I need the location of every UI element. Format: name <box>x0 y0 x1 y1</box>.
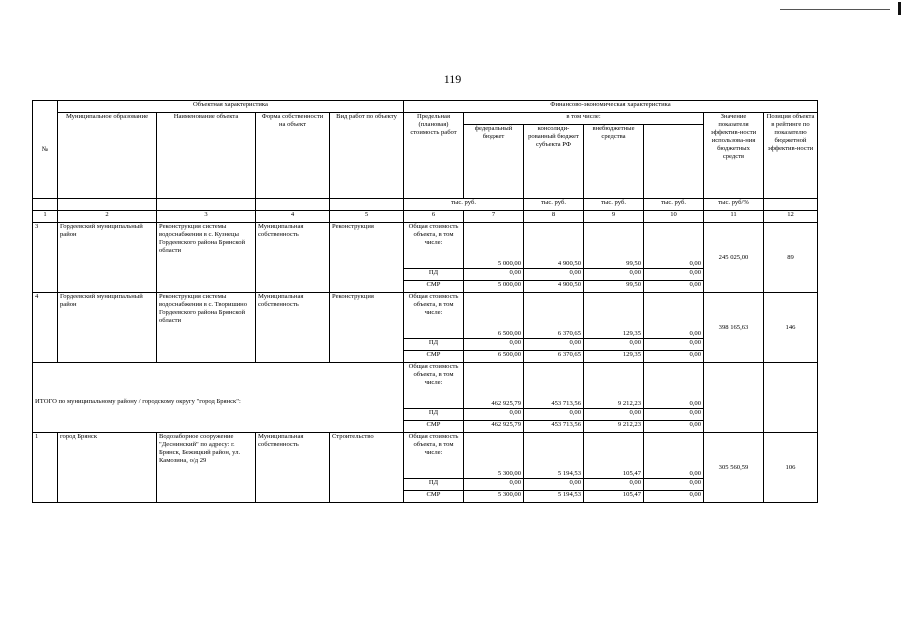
total-cost: 5 000,00 <box>464 223 524 269</box>
smr-offbudget: 0,00 <box>644 351 704 363</box>
itogo-total-offbudget: 0,00 <box>644 363 704 409</box>
itogo-total-cost: 462 925,79 <box>464 363 524 409</box>
label-total-a: Общая стоимость объекта, в том <box>408 293 459 308</box>
label-total <box>404 433 464 479</box>
label-total <box>404 223 464 269</box>
row-num: 3 <box>33 223 58 293</box>
table-row <box>33 433 818 479</box>
header-row-1 <box>33 101 818 113</box>
header-municipality: Муниципальное образование <box>58 113 157 199</box>
pd-offbudget: 0,00 <box>644 269 704 281</box>
label-total <box>404 293 464 339</box>
row-object: Водозаборное сооружение "Деснинский" по адресу: г. Брянск, Бежицкий район, ул. Камозина, о/д 29 <box>157 433 256 503</box>
pd-cost: 0,00 <box>464 269 524 281</box>
table-row <box>33 223 818 269</box>
label-total-a: Общая стоимость объекта, в том <box>408 363 459 378</box>
col-number: 7 <box>464 211 524 223</box>
row-efficiency: 245 025,00 <box>704 223 764 293</box>
label-smr: СМР <box>404 491 464 503</box>
label-smr: СМР <box>404 421 464 433</box>
row-ownership: Муниципальная собственность <box>256 293 330 363</box>
row-work-type: Строительство <box>330 433 404 503</box>
total-cost: 5 300,00 <box>464 433 524 479</box>
row-rating: 146 <box>764 293 818 363</box>
label-total <box>404 363 464 409</box>
unit-federal: тыс. руб. <box>524 199 584 211</box>
header-row-2 <box>33 113 818 125</box>
label-total-b: числе: <box>424 309 443 316</box>
label-total-b: числе: <box>424 449 443 456</box>
row-ownership: Муниципальная собственность <box>256 223 330 293</box>
header-work-type: Вид работ по объекту <box>330 113 404 199</box>
pd-federal: 0,00 <box>524 269 584 281</box>
page-number: 119 <box>443 72 462 86</box>
total-federal: 5 194,53 <box>524 433 584 479</box>
col-number: 10 <box>644 211 704 223</box>
header-ownership: Форма собственности на объект <box>256 113 330 199</box>
label-pd: ПД <box>404 339 464 351</box>
pd-offbudget: 0,00 <box>644 339 704 351</box>
itogo-row <box>33 363 818 409</box>
pd-federal: 0,00 <box>524 479 584 491</box>
unit-offbudget: тыс. руб. <box>644 199 704 211</box>
col-number: 2 <box>58 211 157 223</box>
col-number: 11 <box>704 211 764 223</box>
header-object-char: Объектная характеристика <box>58 101 404 113</box>
header-offbudget: внебюджетные средства <box>584 125 644 199</box>
itogo-total-federal: 453 713,56 <box>524 363 584 409</box>
row-object: Реконструкция системы водоснабжения в с. Кузнецы Гордеевского района Брянской области <box>157 223 256 293</box>
smr-federal: 5 194,53 <box>524 491 584 503</box>
itogo-pd-consolidated: 0,00 <box>584 409 644 421</box>
header-efficiency: Значение показателя эффектив-ности использова-ния бюджетных средств <box>704 113 764 199</box>
label-smr: СМР <box>404 281 464 293</box>
header-fin-char: Финансово-экономическая характеристика <box>404 101 818 113</box>
row-municipality: Гордеевский муниципальный район <box>58 293 157 363</box>
label-total-a: Общая стоимость объекта, в том <box>408 433 459 448</box>
total-consolidated: 129,35 <box>584 293 644 339</box>
pd-federal: 0,00 <box>524 339 584 351</box>
col-number: 12 <box>764 211 818 223</box>
header-rating: Позиция объекта в рейтинге по показателю бюджетной эффектив-ности <box>764 113 818 199</box>
total-consolidated: 105,47 <box>584 433 644 479</box>
label-pd: ПД <box>404 269 464 281</box>
row-municipality: Гордеевский муниципальный район <box>58 223 157 293</box>
total-offbudget: 0,00 <box>644 293 704 339</box>
col-number: 3 <box>157 211 256 223</box>
row-municipality: город Брянск <box>58 433 157 503</box>
total-offbudget: 0,00 <box>644 433 704 479</box>
row-rating: 89 <box>764 223 818 293</box>
header-num: № <box>33 101 58 199</box>
label-total-b: числе: <box>424 379 443 386</box>
smr-consolidated: 99,50 <box>584 281 644 293</box>
row-efficiency: 305 560,59 <box>704 433 764 503</box>
header-federal: федеральный бюджет <box>464 125 524 199</box>
col-number: 5 <box>330 211 404 223</box>
corner-rule <box>780 9 890 10</box>
smr-offbudget: 0,00 <box>644 281 704 293</box>
col-number: 6 <box>404 211 464 223</box>
col-number: 1 <box>33 211 58 223</box>
row-work-type: Реконструкция <box>330 223 404 293</box>
smr-consolidated: 129,35 <box>584 351 644 363</box>
itogo-smr-consolidated: 9 212,23 <box>584 421 644 433</box>
smr-federal: 6 370,65 <box>524 351 584 363</box>
smr-offbudget: 0,00 <box>644 491 704 503</box>
pd-cost: 0,00 <box>464 339 524 351</box>
itogo-smr-cost: 462 925,79 <box>464 421 524 433</box>
column-numbers-row <box>33 211 818 223</box>
itogo-smr-federal: 453 713,56 <box>524 421 584 433</box>
row-rating: 106 <box>764 433 818 503</box>
label-total-b: числе: <box>424 239 443 246</box>
total-cost: 6 500,00 <box>464 293 524 339</box>
col-number: 9 <box>584 211 644 223</box>
itogo-label: ИТОГО по муниципальному району / городскому округу "город Брянск": <box>33 363 404 433</box>
table-row <box>33 293 818 339</box>
itogo-smr-offbudget: 0,00 <box>644 421 704 433</box>
total-federal: 6 370,65 <box>524 293 584 339</box>
pd-consolidated: 0,00 <box>584 269 644 281</box>
unit-cost: тыс. руб. <box>404 199 524 211</box>
label-total-a: Общая стоимость объекта, в том <box>408 223 459 238</box>
row-efficiency: 398 165,63 <box>704 293 764 363</box>
smr-cost: 5 000,00 <box>464 281 524 293</box>
pd-cost: 0,00 <box>464 479 524 491</box>
financial-table <box>32 100 818 503</box>
smr-cost: 6 500,00 <box>464 351 524 363</box>
label-smr: СМР <box>404 351 464 363</box>
header-object-name: Наименование объекта <box>157 113 256 199</box>
row-num: 1 <box>33 433 58 503</box>
col-number: 8 <box>524 211 584 223</box>
total-consolidated: 99,50 <box>584 223 644 269</box>
unit-efficiency: тыс. руб/% <box>704 199 764 211</box>
total-offbudget: 0,00 <box>644 223 704 269</box>
corner-mark <box>898 2 901 15</box>
itogo-pd-offbudget: 0,00 <box>644 409 704 421</box>
smr-consolidated: 105,47 <box>584 491 644 503</box>
unit-row <box>33 199 818 211</box>
row-num: 4 <box>33 293 58 363</box>
pd-consolidated: 0,00 <box>584 479 644 491</box>
row-work-type: Реконструкция <box>330 293 404 363</box>
smr-cost: 5 300,00 <box>464 491 524 503</box>
row-object: Реконструкция системы водоснабжения в с. Творишино Гордеевского района Брянской области <box>157 293 256 363</box>
header-cost-limit: Предельная (плановая) стоимость работ <box>404 113 464 199</box>
itogo-total-consolidated: 9 212,23 <box>584 363 644 409</box>
col-number: 4 <box>256 211 330 223</box>
pd-offbudget: 0,00 <box>644 479 704 491</box>
header-consolidated: консолиди-рованный бюджет субъекта РФ <box>524 125 584 199</box>
itogo-pd-cost: 0,00 <box>464 409 524 421</box>
unit-consolidated: тыс. руб. <box>584 199 644 211</box>
pd-consolidated: 0,00 <box>584 339 644 351</box>
header-including: в том числе: <box>464 113 704 125</box>
total-federal: 4 900,50 <box>524 223 584 269</box>
smr-federal: 4 900,50 <box>524 281 584 293</box>
label-pd: ПД <box>404 409 464 421</box>
row-ownership: Муниципальная собственность <box>256 433 330 503</box>
itogo-pd-federal: 0,00 <box>524 409 584 421</box>
label-pd: ПД <box>404 479 464 491</box>
